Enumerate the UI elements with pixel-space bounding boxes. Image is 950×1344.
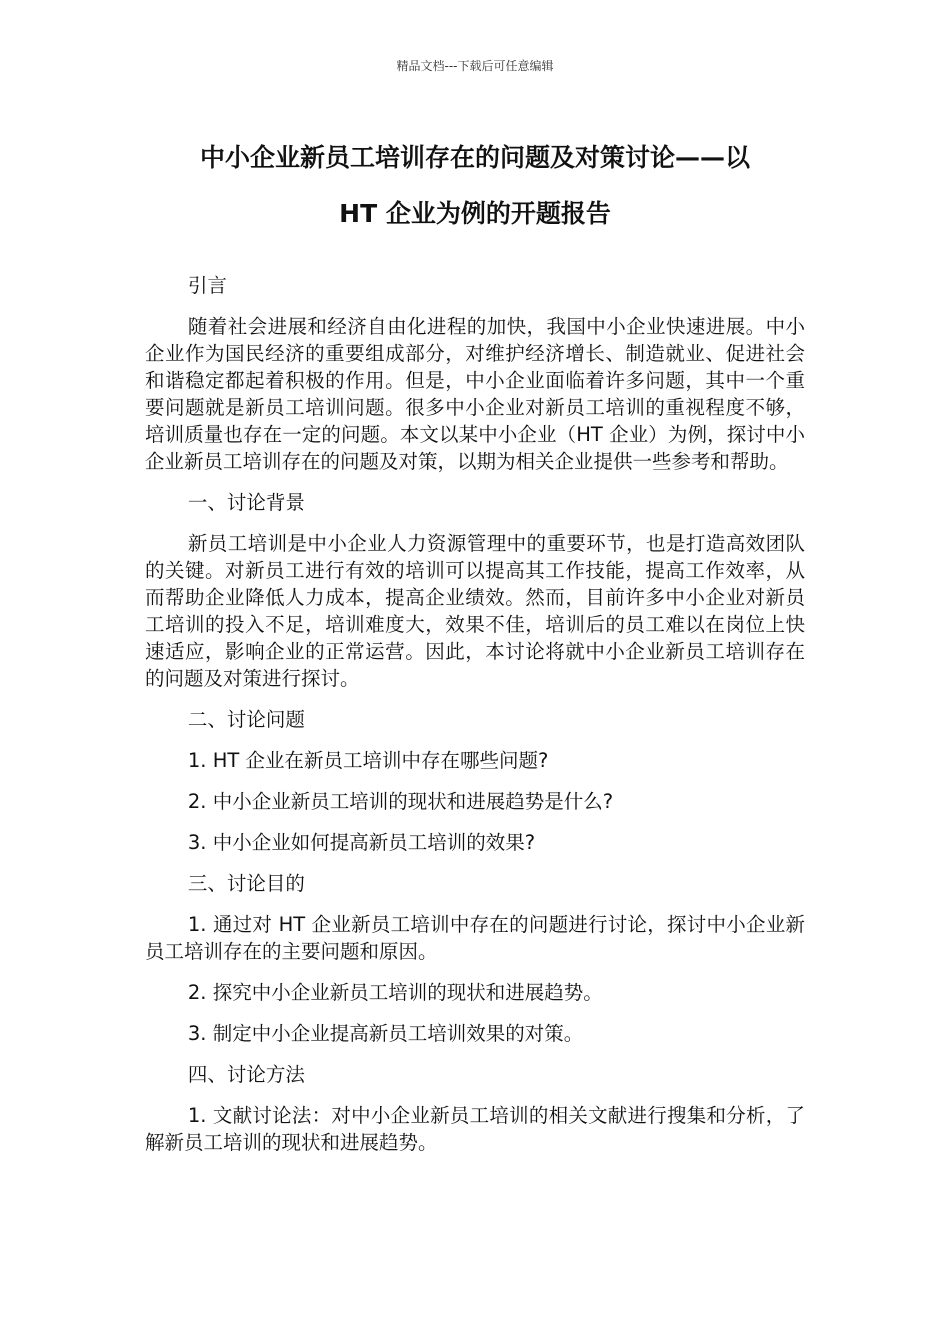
question-item-3: 3. 中小企业如何提高新员工培训的效果? bbox=[187, 831, 536, 854]
purpose-item-2: 2. 探究中小企业新员工培训的现状和进展趋势。 bbox=[187, 981, 603, 1004]
document-title bbox=[145, 130, 805, 242]
section-heading-questions: 二、讨论问题 bbox=[187, 708, 305, 731]
page-header: 精品文档---下载后可任意编辑 bbox=[396, 59, 554, 73]
purpose-item-3: 3. 制定中小企业提高新员工培训效果的对策。 bbox=[187, 1022, 584, 1045]
section-heading-background: 一、讨论背景 bbox=[187, 491, 305, 514]
intro-paragraph: 随着社会进展和经济自由化进程的加快，我国中小企业快速进展。中小企业作为国民经济的重要组成部分，对维护经济增长、制造就业、促进社会和谐稳定都起着积极的作用。但是，中小企业面临着许多问题，其中一个重要问题就是新员工培训问题。很多中小企业对新员工培训的重视程度不够，培训质量也存在一定的问题。本文以某中小企业（HT 企业）为例，探讨中小企业新员工培训存在的问题及对策，以期为相关企业提供一些参考和帮助。 bbox=[145, 315, 805, 473]
section-heading-intro: 引言 bbox=[187, 274, 227, 297]
title-line-2: HT 企业为例的开题报告 bbox=[339, 199, 611, 228]
method-item-1: 1. 文献讨论法：对中小企业新员工培训的相关文献进行搜集和分析，了解新员工培训的现状和进展趋势。 bbox=[145, 1104, 805, 1154]
background-paragraph: 新员工培训是中小企业人力资源管理中的重要环节，也是打造高效团队的关键。对新员工进行有效的培训可以提高其工作技能，提高工作效率，从而帮助企业降低人力成本，提高企业绩效。然而，目前许多中小企业对新员工培训的投入不足，培训难度大，效果不佳，培训后的员工难以在岗位上快速适应，影响企业的正常运营。因此，本讨论将就中小企业新员工培训存在的问题及对策进行探讨。 bbox=[145, 532, 805, 690]
purpose-item-1: 1. 通过对 HT 企业新员工培训中存在的问题进行讨论，探讨中小企业新员工培训存在的主要问题和原因。 bbox=[145, 913, 805, 963]
document-body bbox=[145, 272, 805, 1170]
question-item-1: 1. HT 企业在新员工培训中存在哪些问题? bbox=[187, 749, 549, 772]
question-item-2: 2. 中小企业新员工培训的现状和进展趋势是什么? bbox=[187, 790, 614, 813]
section-heading-purpose: 三、讨论目的 bbox=[187, 872, 305, 895]
section-heading-methods: 四、讨论方法 bbox=[187, 1063, 305, 1086]
title-line-1: 中小企业新员工培训存在的问题及对策讨论——以 bbox=[199, 143, 750, 172]
